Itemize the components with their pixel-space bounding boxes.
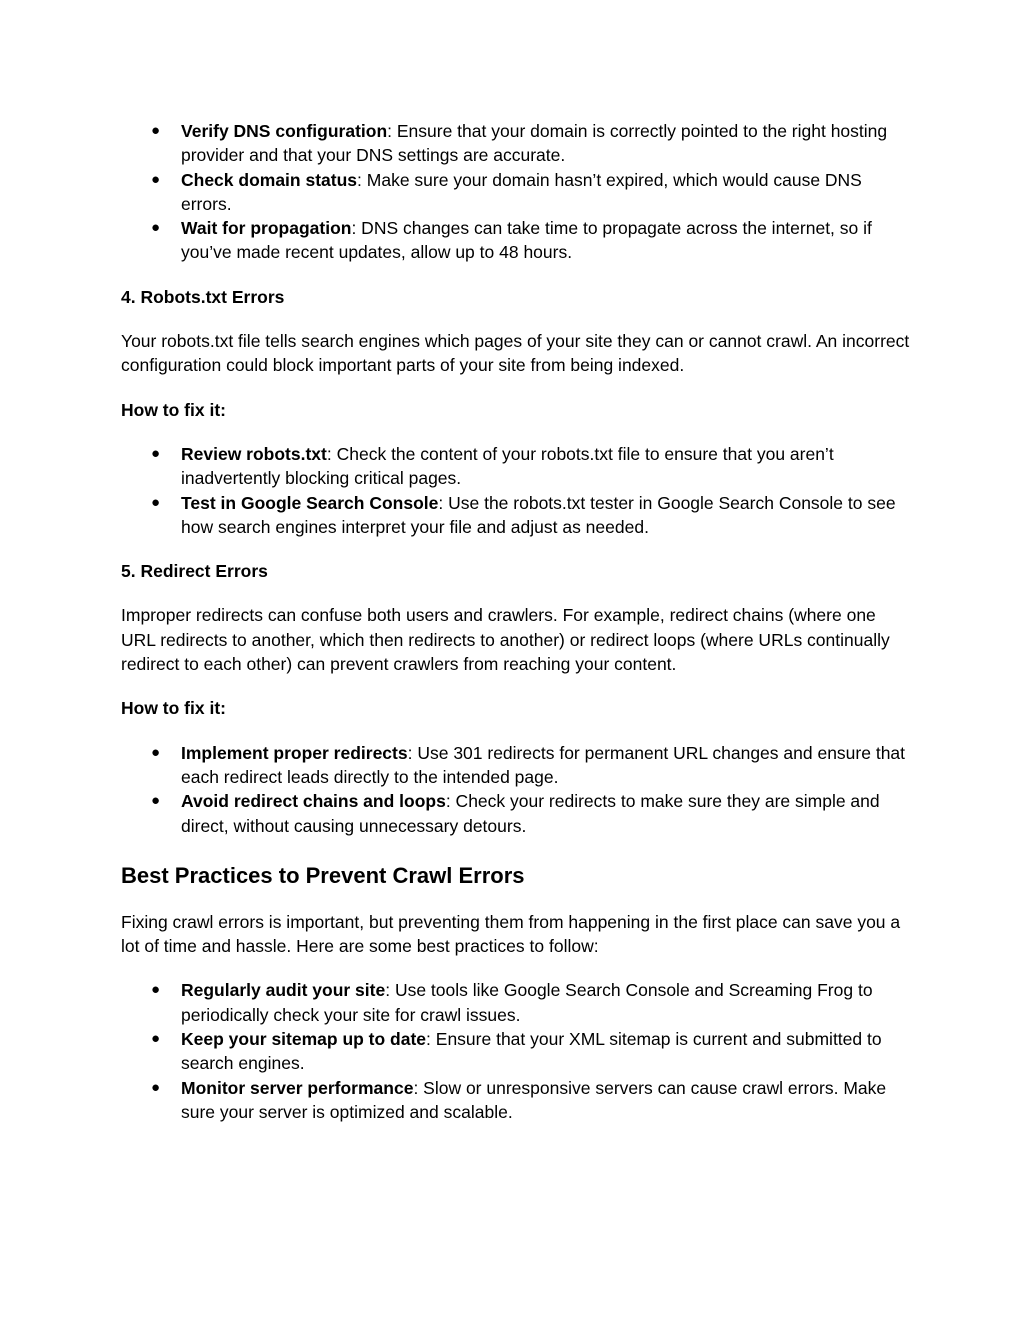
list-item-lead: Avoid redirect chains and loops [181, 791, 446, 812]
list-item [121, 741, 911, 790]
bullet-icon: ● [151, 122, 161, 139]
list-item-text: : Make sure your domain hasn’t expired, which would cause DNS errors. [181, 169, 862, 214]
robots-heading: 4. Robots.txt Errors [121, 286, 285, 307]
redirect-body: Improper redirects can confuse both users and crawlers. For example, redirect chains (where one URL redirects to another, which then redirects to another) or redirect loops (where URLs continually redirect to each other) can prevent crawlers from reaching your content. [121, 605, 890, 675]
list-item [121, 491, 911, 540]
list-item [121, 1027, 911, 1076]
list-item-lead: Regularly audit your site [181, 980, 386, 1001]
bullet-icon: ● [151, 981, 161, 999]
list-item-text: : Use the robots.txt tester in Google Search Console to see how search engines interpret your file and adjust as needed. [181, 492, 896, 537]
bullet-icon: ● [151, 743, 161, 761]
list-item-lead: Keep your sitemap up to date [181, 1029, 427, 1050]
list-item-lead: Monitor server performance [181, 1077, 414, 1098]
list-item [121, 216, 911, 265]
bullet-icon: ● [151, 1030, 161, 1048]
best-practices-heading: Best Practices to Prevent Crawl Errors [121, 862, 525, 888]
list-item-text: : DNS changes can take time to propagate across the internet, so if you’ve made recent updates, allow up to 48 hours. [181, 218, 872, 263]
list-item-lead: Verify DNS configuration [181, 121, 388, 141]
list-item-lead: Wait for propagation [181, 218, 352, 239]
robots-fix-heading: How to fix it: [121, 399, 226, 420]
list-item-text: : Use 301 redirects for permanent URL changes and ensure that each redirect leads directly to the intended page. [181, 742, 906, 787]
document-page [121, 119, 911, 1124]
redirect-fix-list [121, 741, 911, 838]
list-item [121, 168, 911, 217]
dns-fix-list [121, 119, 911, 265]
list-item-lead: Implement proper redirects [181, 742, 408, 763]
list-item [121, 119, 911, 168]
best-practices-body: Fixing crawl errors is important, but preventing them from happening in the first place can save you a lot of time and hassle. Here are some best practices to follow: [121, 911, 901, 957]
list-item-text: : Ensure that your XML sitemap is current and submitted to search engines. [181, 1029, 882, 1074]
list-item [121, 789, 911, 838]
list-item-text: : Check the content of your robots.txt file to ensure that you aren’t inadvertently blocking critical pages. [181, 443, 834, 489]
list-item [121, 442, 911, 491]
bullet-icon: ● [151, 219, 161, 237]
bullet-icon: ● [151, 792, 161, 810]
robots-fix-list [121, 442, 911, 539]
list-item [121, 978, 911, 1027]
robots-body: Your robots.txt file tells search engines which pages of your site they can or cannot crawl. An incorrect configuration could block important parts of your site from being indexed. [121, 331, 910, 376]
bullet-icon: ● [151, 170, 161, 188]
bullet-icon: ● [151, 1078, 161, 1096]
list-item-lead: Check domain status [181, 169, 358, 190]
bullet-icon: ● [151, 444, 161, 462]
list-item-lead: Test in Google Search Console [181, 492, 439, 513]
redirect-fix-heading: How to fix it: [121, 698, 226, 719]
list-item-text: : Use tools like Google Search Console and Screaming Frog to periodically check your site for crawl issues. [181, 980, 873, 1025]
best-practices-list [121, 978, 911, 1124]
list-item-text: : Slow or unresponsive servers can cause crawl errors. Make sure your server is optimized and scalable. [181, 1077, 887, 1122]
redirect-heading: 5. Redirect Errors [121, 561, 268, 582]
list-item-text: : Check your redirects to make sure they are simple and direct, without causing unnecessary detours. [181, 791, 880, 836]
list-item [121, 1076, 911, 1125]
list-item-text: : Ensure that your domain is correctly pointed to the right hosting provider and that your DNS settings are accurate. [181, 121, 888, 166]
list-item-lead: Review robots.txt [181, 443, 327, 464]
bullet-icon: ● [151, 493, 161, 511]
